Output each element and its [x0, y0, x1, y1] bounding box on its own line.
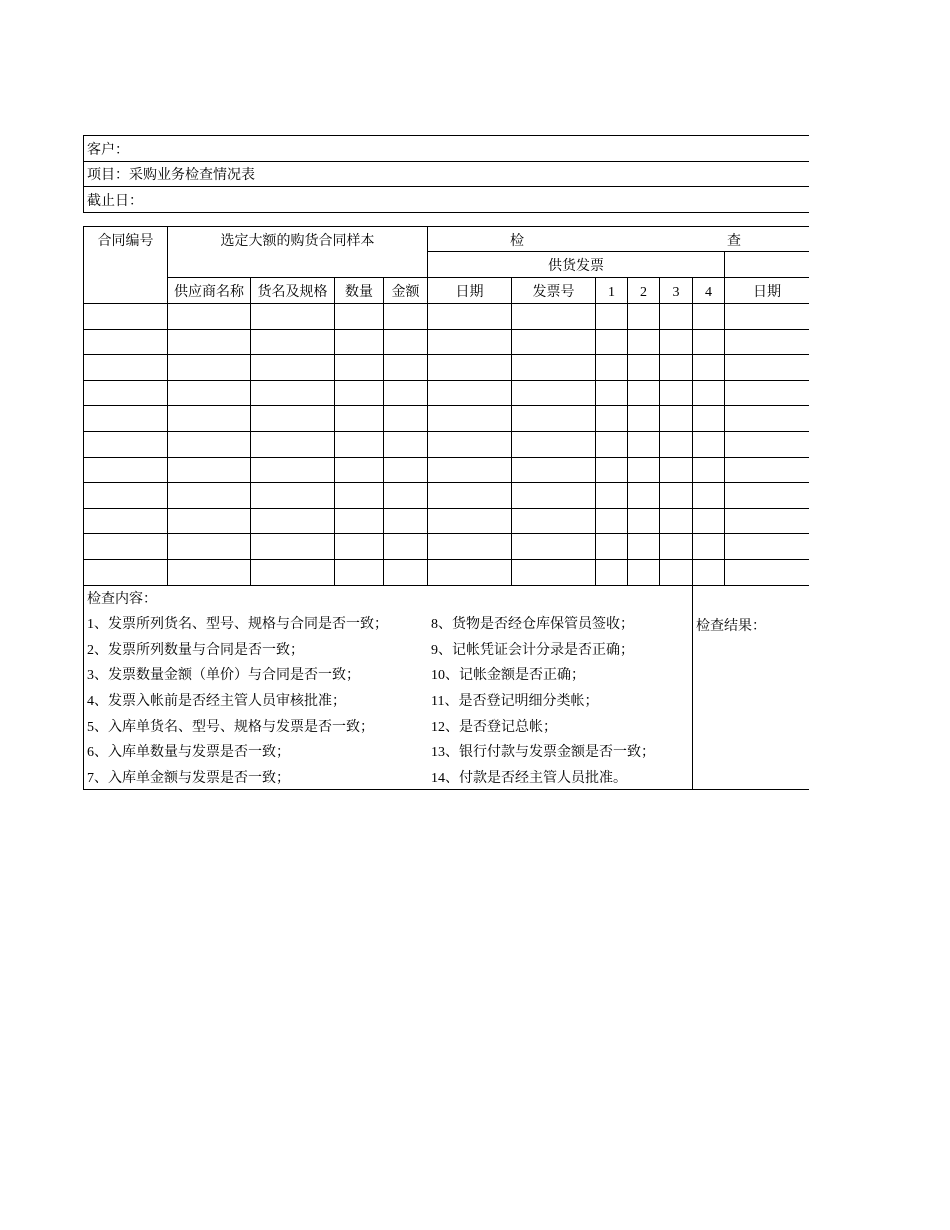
col-amount: 金额: [391, 285, 420, 300]
table-row-line: [83, 329, 809, 330]
col-check-1: 1: [608, 285, 615, 300]
table-row-line: [83, 585, 809, 586]
table-row-line: [83, 559, 809, 560]
check-item: 14、付款是否经主管人员批准。: [431, 771, 627, 786]
table-row-line: [83, 508, 809, 509]
col-contract-no: 合同编号: [97, 234, 154, 249]
customer-label: 客户：: [87, 143, 129, 158]
check-result-label: 检查结果：: [696, 619, 766, 634]
table-row-line: [83, 380, 809, 381]
check-item: 2、发票所列数量与合同是否一致；: [87, 643, 304, 658]
project-label: 项目：采购业务检查情况表: [87, 168, 255, 183]
table-row-line: [83, 482, 809, 483]
table-row-line: [83, 533, 809, 534]
table-row-line: [83, 431, 809, 432]
group-invoice-header: 供货发票: [548, 259, 604, 274]
group-sample-header: 选定大额的购货合同样本: [220, 234, 375, 249]
check-item: 4、发票入帐前是否经主管人员审核批准；: [87, 694, 346, 709]
check-contents-title: 检查内容：: [87, 592, 157, 607]
check-item: 3、发票数量金额（单价）与合同是否一致；: [87, 668, 360, 683]
table-row-line: [83, 354, 809, 355]
check-item: 7、入库单金额与发票是否一致；: [87, 771, 290, 786]
group-check-left: 检: [510, 234, 524, 249]
table-row-line: [83, 405, 809, 406]
check-item: 1、发票所列货名、型号、规格与合同是否一致；: [87, 617, 388, 632]
col-check-3: 3: [672, 285, 680, 300]
check-item: 6、入库单数量与发票是否一致；: [87, 745, 290, 760]
col-check-2: 2: [640, 285, 647, 300]
table-row-line: [83, 457, 809, 458]
col-check-4: 4: [705, 285, 712, 300]
col-quantity: 数量: [345, 285, 373, 300]
col-extra-date: 日期: [753, 285, 781, 300]
check-item: 12、是否登记总帐；: [431, 720, 557, 735]
check-item: 8、货物是否经仓库保管员签收；: [431, 617, 634, 632]
check-item: 11、是否登记明细分类帐；: [431, 694, 599, 709]
check-item: 9、记帐凭证会计分录是否正确；: [431, 643, 634, 658]
check-item: 5、入库单货名、型号、规格与发票是否一致；: [87, 720, 374, 735]
check-item: 13、银行付款与发票金额是否一致；: [431, 745, 655, 760]
cutoff-label: 截止日：: [87, 194, 143, 209]
col-supplier: 供应商名称: [174, 285, 244, 300]
group-check-right: 查: [727, 234, 741, 249]
col-invoice-date: 日期: [455, 285, 484, 300]
col-invoice-no: 发票号: [532, 285, 575, 300]
check-item: 10、记帐金额是否正确；: [431, 668, 585, 683]
col-goods-spec: 货名及规格: [257, 285, 328, 300]
table-row-line: [83, 303, 809, 304]
